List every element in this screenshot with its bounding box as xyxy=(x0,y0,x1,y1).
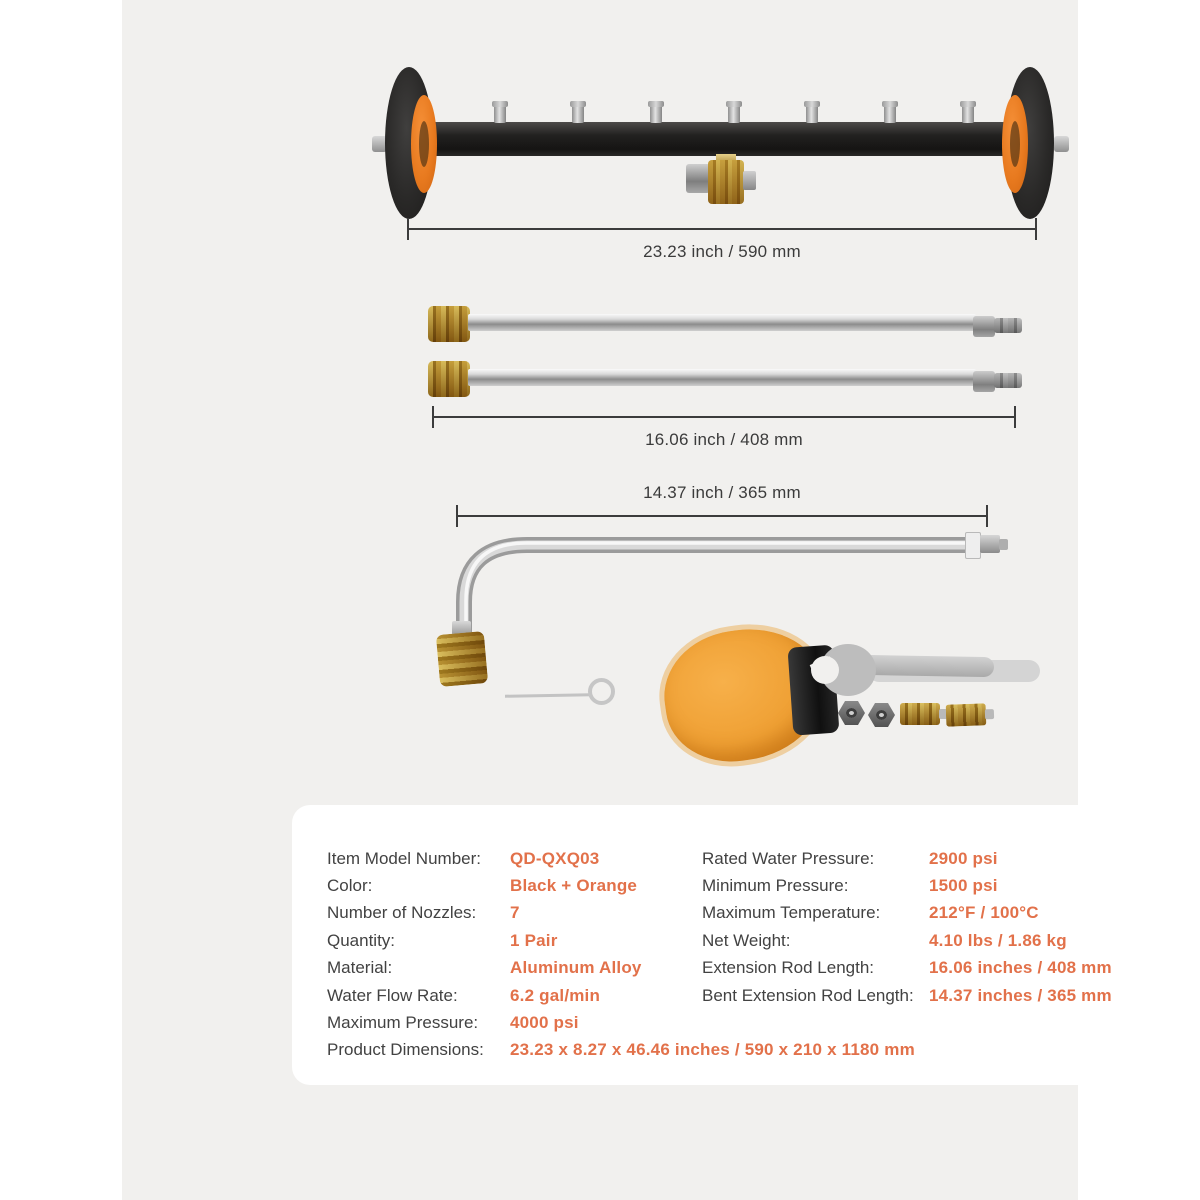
bent-rod-brass-coupler xyxy=(436,631,488,687)
spec-label: Extension Rod Length: xyxy=(702,958,875,978)
spec-value: Aluminum Alloy xyxy=(510,958,642,978)
dimension-line xyxy=(432,416,1016,418)
dimension-label: 23.23 inch / 590 mm xyxy=(643,242,801,261)
spec-value: 212°F / 100°C xyxy=(929,903,1039,923)
spec-row xyxy=(702,872,1112,899)
spec-value: 23.23 x 8.27 x 46.46 inches / 590 x 210 x 1180 mm xyxy=(510,1040,915,1060)
spec-row xyxy=(702,845,1112,872)
rod-end-nut xyxy=(973,371,995,392)
hex-nut-2 xyxy=(868,703,895,727)
pin-ring xyxy=(588,678,615,705)
spec-label: Material: xyxy=(327,958,393,978)
dimension-line xyxy=(407,228,1037,230)
spec-value: 1500 psi xyxy=(929,876,998,896)
inlet-valve-nut xyxy=(686,164,710,193)
rod-shaft xyxy=(468,369,976,386)
rod-shaft xyxy=(468,314,976,331)
dimension-bent-rod xyxy=(456,483,988,517)
rod-end-plug xyxy=(994,318,1022,333)
axle-stub-right xyxy=(1054,136,1069,152)
rod-end-plug xyxy=(994,373,1022,388)
rod-end-nut xyxy=(973,316,995,337)
inlet-valve-stub xyxy=(743,171,756,190)
wrench-handle xyxy=(862,655,994,677)
brass-adapter-2 xyxy=(946,703,987,726)
spec-label: Bent Extension Rod Length: xyxy=(702,985,914,1005)
spray-nozzle xyxy=(572,104,584,123)
spray-bar xyxy=(422,122,1047,156)
rod-coupler xyxy=(428,361,470,397)
spec-label: Product Dimensions: xyxy=(327,1040,484,1060)
rod-coupler xyxy=(428,306,470,342)
spec-column-right xyxy=(702,845,1112,1009)
spec-row xyxy=(702,900,1112,927)
bent-rod-end-nub xyxy=(999,539,1008,550)
spec-value: Black + Orange xyxy=(510,876,638,896)
spec-label: Maximum Pressure: xyxy=(327,1013,479,1033)
dimension-water-broom xyxy=(407,228,1037,262)
wheel-right-hub xyxy=(1002,95,1028,193)
spray-nozzle xyxy=(650,104,662,123)
content-panel xyxy=(122,0,1112,1200)
spec-value: 4000 psi xyxy=(510,1013,579,1033)
brass-adapter-1 xyxy=(900,703,940,725)
spray-nozzle xyxy=(494,104,506,123)
spec-value: 2900 psi xyxy=(929,848,998,868)
spec-row xyxy=(327,1009,915,1036)
bent-rod-end-collar xyxy=(965,532,981,559)
spray-nozzle xyxy=(884,104,896,123)
dimension-label: 16.06 inch / 408 mm xyxy=(645,430,803,449)
wheel-left-hub xyxy=(411,95,437,193)
dimension-line xyxy=(456,515,988,517)
spray-nozzle xyxy=(806,104,818,123)
spec-label: Water Flow Rate: xyxy=(327,985,458,1005)
bent-rod-end-tip xyxy=(980,535,1000,553)
wrench xyxy=(820,642,1020,702)
wrench-open-end-head xyxy=(820,644,876,696)
spray-nozzle xyxy=(962,104,974,123)
spec-label: Item Model Number: xyxy=(327,848,481,868)
spec-row xyxy=(702,927,1112,954)
spec-row xyxy=(702,982,1112,1009)
spec-value: 6.2 gal/min xyxy=(510,985,601,1005)
spec-row xyxy=(702,955,1112,982)
spray-nozzle xyxy=(728,104,740,123)
pin-shaft xyxy=(505,693,591,698)
spec-label: Minimum Pressure: xyxy=(702,876,849,896)
spec-value: 4.10 lbs / 1.86 kg xyxy=(929,930,1067,950)
spec-value: 7 xyxy=(510,903,520,923)
spec-label: Rated Water Pressure: xyxy=(702,848,875,868)
dimension-extension-rods xyxy=(432,416,1016,450)
spec-row xyxy=(327,1037,915,1064)
spec-value: 14.37 inches / 365 mm xyxy=(929,985,1112,1005)
inlet-valve-body xyxy=(708,160,744,204)
spec-value: QD-QXQ03 xyxy=(510,848,600,868)
spec-value: 16.06 inches / 408 mm xyxy=(929,958,1112,978)
spec-label: Color: xyxy=(327,876,373,896)
spec-label: Maximum Temperature: xyxy=(702,903,881,923)
spec-value: 1 Pair xyxy=(510,930,558,950)
spec-card xyxy=(292,805,1152,1085)
spec-label: Number of Nozzles: xyxy=(327,903,477,923)
spec-label: Quantity: xyxy=(327,930,396,950)
spec-label: Net Weight: xyxy=(702,930,791,950)
dimension-label: 14.37 inch / 365 mm xyxy=(643,483,801,502)
